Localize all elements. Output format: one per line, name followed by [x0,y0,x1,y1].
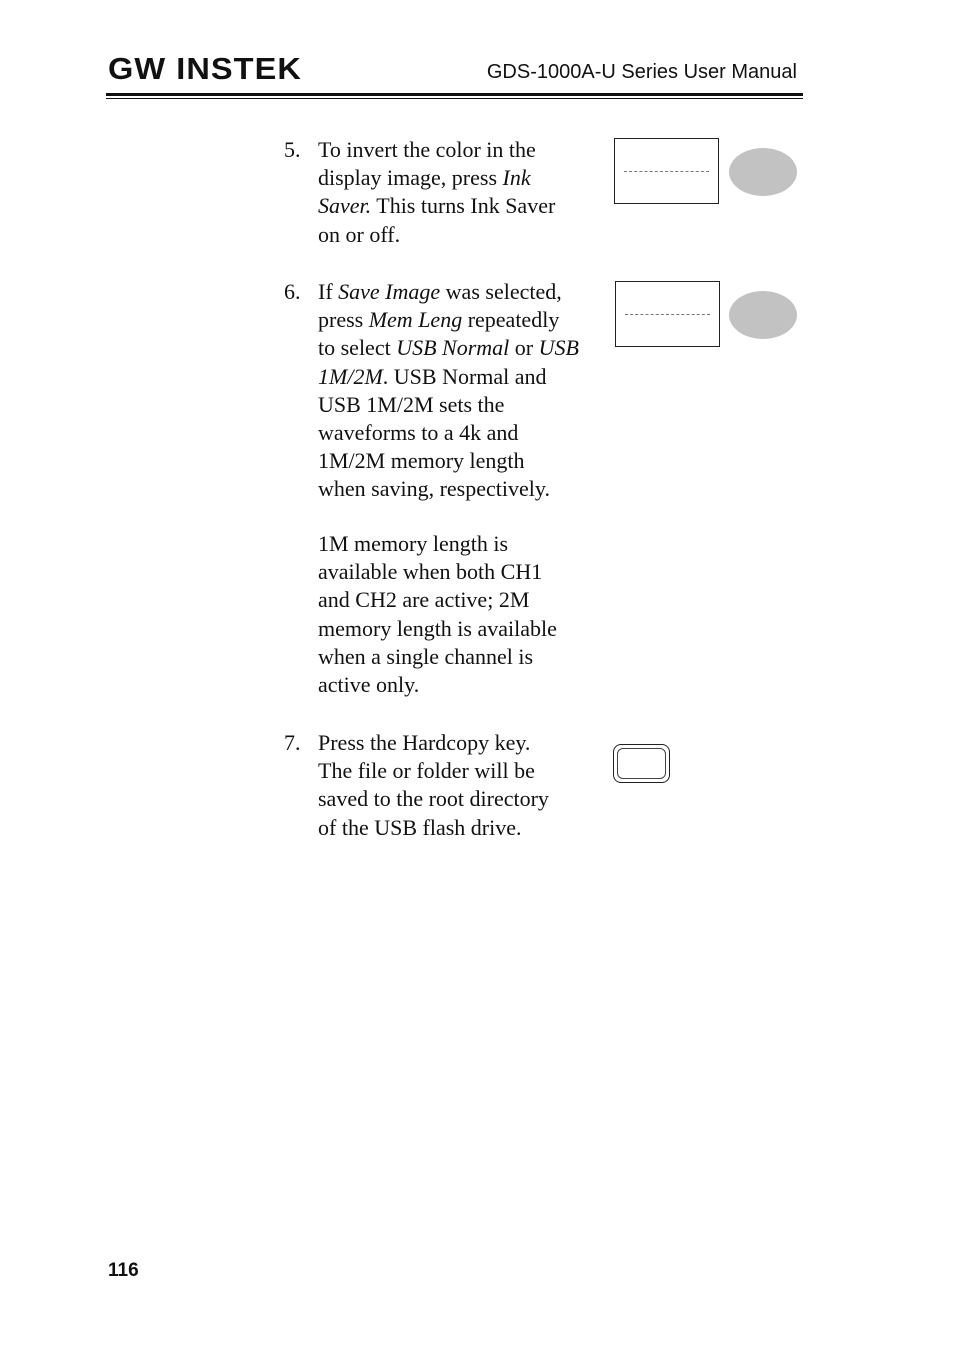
gw-instek-logo: GW INSTEK [108,51,302,86]
text-line: active only. [318,672,420,698]
menu-term: Mem Leng [368,307,463,333]
text-line: of the USB flash drive. [318,814,522,840]
header-rule-thick [106,93,803,96]
softkey-button-icon [729,148,797,196]
text-line: 1M/2M memory length [318,448,525,474]
step-text [318,278,608,504]
step-7 [284,729,614,842]
softkey-label-placeholder [624,171,709,172]
text-line: when a single channel is [318,643,534,669]
text-line: Press the Hardcopy key. [318,730,531,755]
menu-term: Ink [502,165,531,191]
step-number: 5. [284,137,301,162]
menu-term: USB Normal [396,335,510,361]
softkey-button-icon [729,291,797,339]
text-line: 1M memory length is [318,531,509,556]
step-number: 6. [284,279,301,304]
step-5 [284,136,614,249]
step-text [318,136,608,249]
text-line: on or off. [318,221,401,247]
menu-term: 1M/2M [318,363,383,389]
page-number: 116 [108,1260,139,1281]
menu-term: Save Image [338,279,441,304]
mem-leng-softkey-icon [615,281,720,347]
hardcopy-key-icon [613,744,670,783]
text-line: The file or folder will be [318,758,535,784]
text-line: and CH2 are active; 2M [318,587,530,613]
hardcopy-key-inner [617,748,666,779]
text-line: 1M/2M. USB Normal and [318,363,547,389]
softkey-label-placeholder [625,314,710,315]
menu-term: USB [538,335,579,361]
manual-title: GDS-1000A-U Series User Manual [486,61,797,83]
step-text [318,729,608,842]
text-line: If Save Image was selected, [318,279,562,304]
step-6 [284,278,614,504]
ink-saver-softkey-icon [614,138,719,204]
text-line: saved to the root directory [318,786,549,812]
header-rule-thin [106,98,803,99]
text-line: press Mem Leng repeatedly [318,307,560,333]
text-line: memory length is available [318,615,557,641]
text-line: when saving, respectively. [318,476,550,502]
step-number: 7. [284,730,301,755]
menu-term: Saver. [318,193,372,219]
text-line: to select USB Normal or USB [318,335,579,361]
text-line: waveforms to a 4k and [318,420,519,446]
text-line: available when both CH1 [318,559,543,585]
text-line: USB 1M/2M sets the [318,391,505,417]
memory-length-note [318,530,608,699]
text-line: Saver. This turns Ink Saver [318,193,556,219]
text-line: To invert the color in the [318,137,536,162]
text-line: display image, press Ink [318,165,531,191]
